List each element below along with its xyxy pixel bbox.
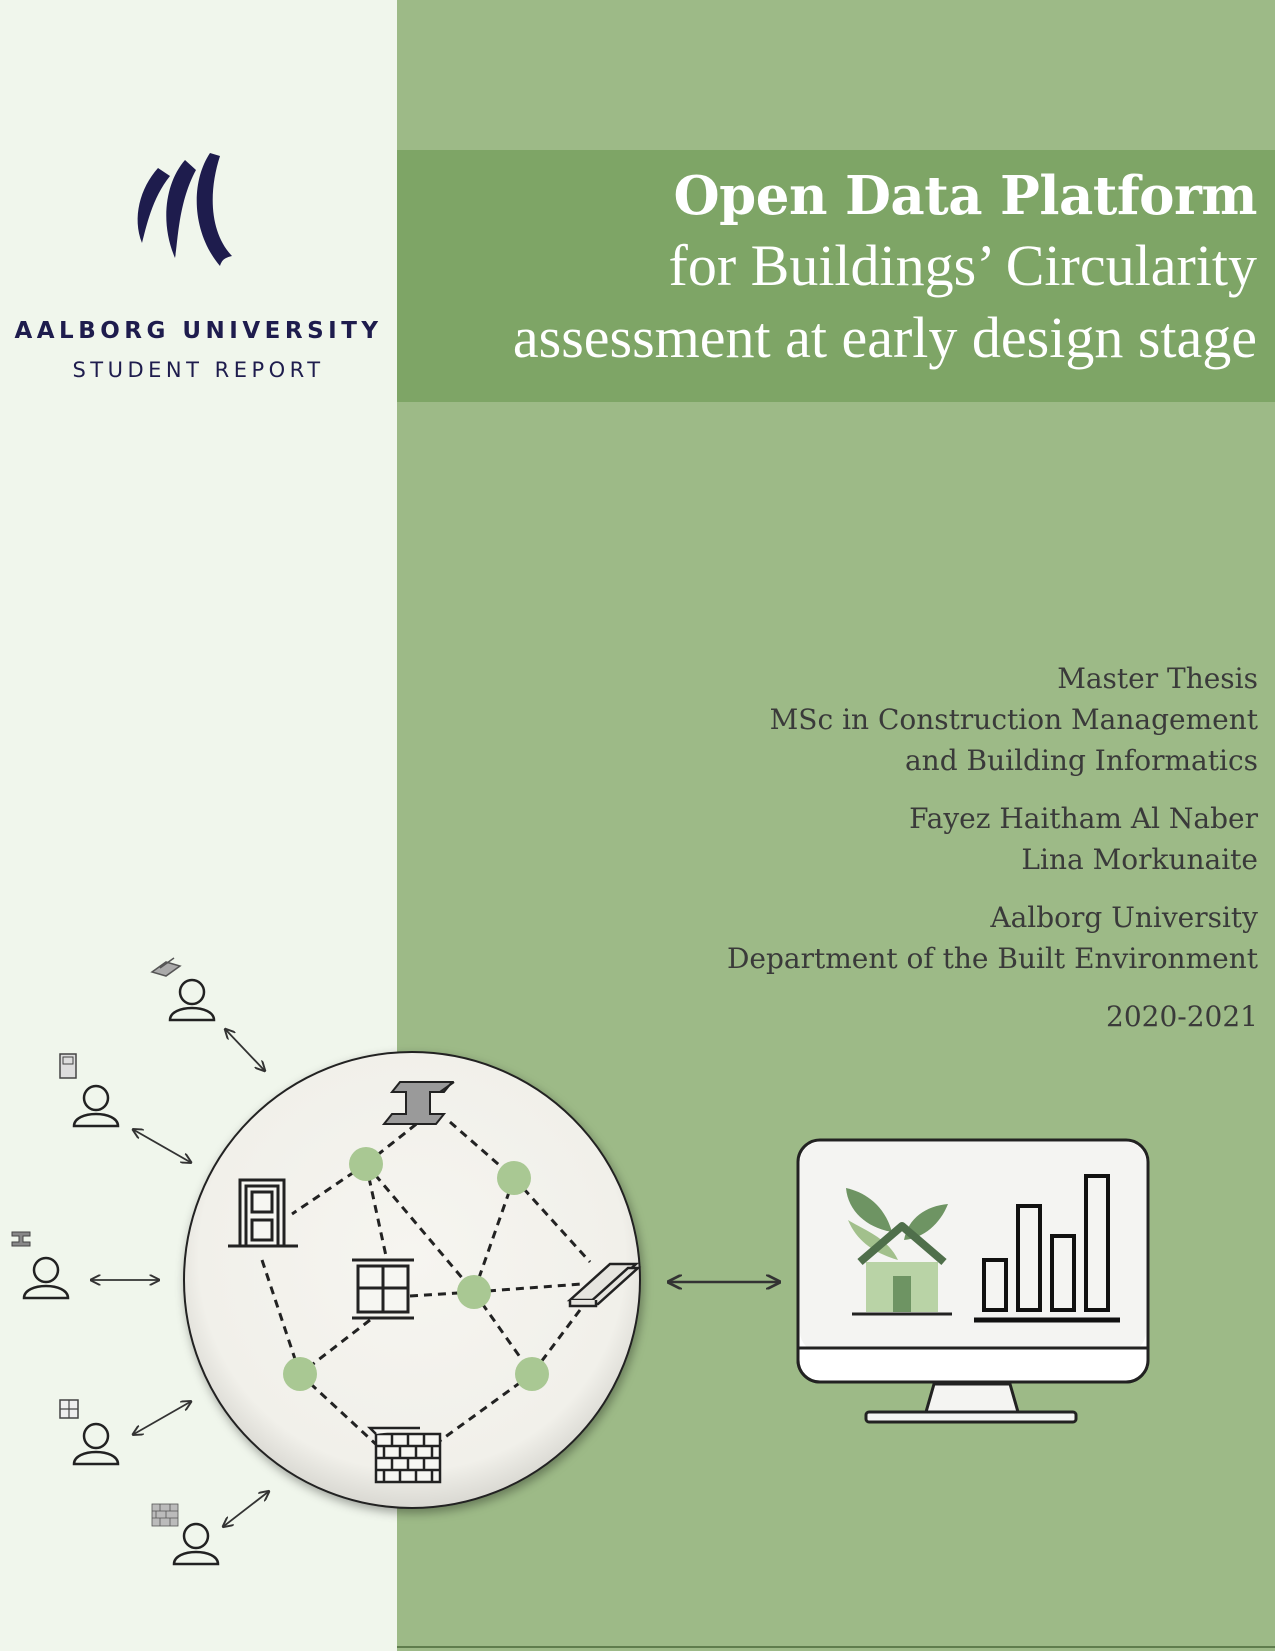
user-icon	[170, 980, 214, 1020]
report-subtitle-line2: assessment at early design stage	[512, 305, 1257, 370]
user-icon	[74, 1424, 118, 1464]
brick-wall-icon	[152, 1504, 178, 1526]
report-title: Open Data Platform	[673, 165, 1257, 227]
window-icon	[352, 1260, 414, 1318]
report-type: STUDENT REPORT	[72, 358, 325, 382]
university-name: AALBORG UNIVERSITY	[14, 318, 383, 344]
author-2: Lina Morkunaite	[1021, 843, 1258, 876]
door-icon	[60, 1054, 76, 1078]
programme-line2: and Building Informatics	[904, 744, 1258, 777]
monitor-icon	[798, 1140, 1148, 1422]
bottom-rule	[397, 1646, 1275, 1648]
programme-line1: MSc in Construction Management	[769, 703, 1258, 736]
user-icon	[74, 1086, 118, 1126]
steel-beam-icon	[152, 958, 180, 976]
user-icon	[24, 1258, 68, 1298]
institution: Aalborg University	[990, 901, 1258, 934]
window-icon	[60, 1400, 78, 1418]
degree-type: Master Thesis	[1057, 662, 1258, 695]
department: Department of the Built Environment	[726, 942, 1258, 975]
years: 2020-2021	[1106, 1000, 1258, 1033]
aalborg-university-logo-icon	[130, 148, 250, 278]
user-icon	[174, 1524, 218, 1564]
author-1: Fayez Haitham Al Naber	[909, 802, 1258, 835]
brick-wall-icon	[370, 1428, 440, 1482]
title-band	[397, 150, 1275, 402]
platform-illustration	[0, 940, 1275, 1620]
steel-beam-icon	[12, 1232, 30, 1246]
report-subtitle-line1: for Buildings’ Circularity	[668, 233, 1257, 298]
